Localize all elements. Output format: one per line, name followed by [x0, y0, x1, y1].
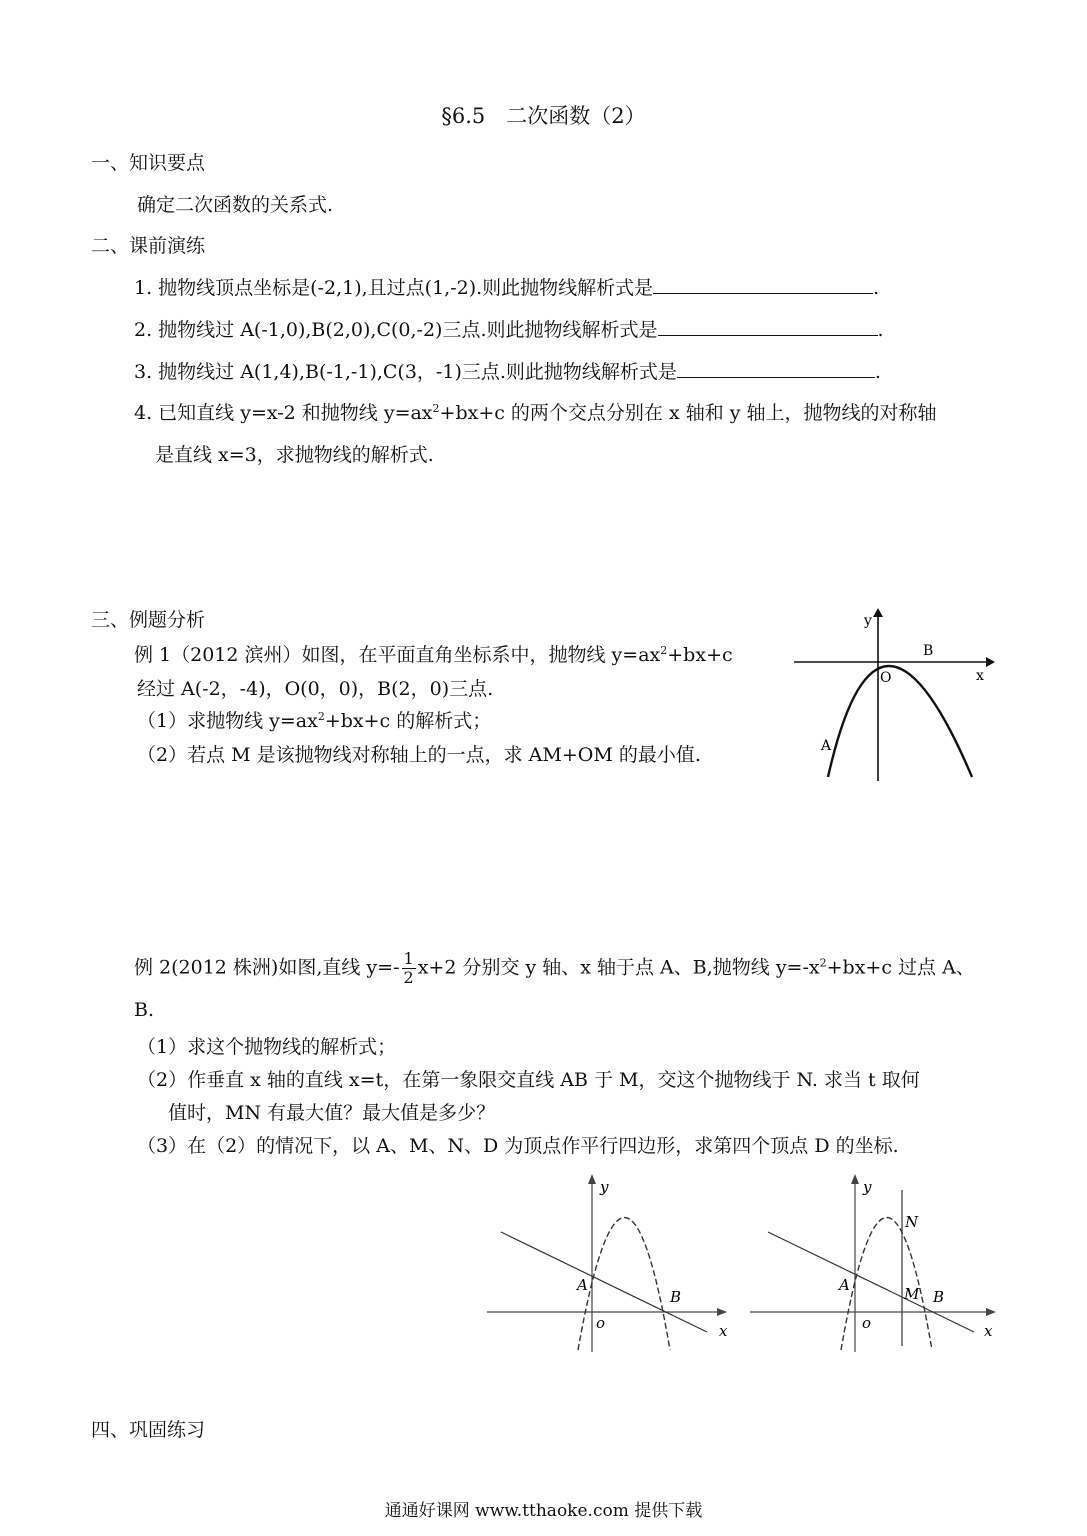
example-2-text-a: 例 2(2012 株洲)如图,直线 y=- [134, 956, 400, 979]
example-1-part1 [137, 706, 491, 733]
answer-blank-3[interactable] [677, 359, 875, 378]
section-heading-practice: 二、课前演练 [91, 235, 206, 257]
fig1-label-o: O [880, 670, 892, 686]
fig1-label-a: A [821, 738, 832, 754]
parabola-curve [828, 666, 972, 777]
example-2-line2: B. [134, 999, 155, 1021]
answer-blank-1[interactable] [653, 275, 873, 294]
page-title: §6.5 二次函数（2） [441, 104, 646, 128]
question-2 [134, 315, 884, 342]
example-2-superscript: 2 [819, 956, 827, 970]
answer-blank-2[interactable] [658, 317, 878, 336]
fraction-numerator: 1 [403, 949, 414, 968]
y-axis-arrow-icon [588, 1174, 596, 1184]
question-4-text-a: 4. 已知直线 y=x-2 和抛物线 y=ax [134, 402, 433, 424]
fig2-label-x: x [719, 1322, 728, 1340]
question-2-period: . [877, 319, 884, 341]
example-2-text-c: +bx+c 过点 A、 [826, 956, 975, 979]
question-2-text: 2. 抛物线过 A(-1,0),B(2,0),C(0,-2)三点.则此抛物线解析式是 [134, 319, 658, 341]
figure-example-1 [790, 605, 995, 785]
example-2-part1: （1）求这个抛物线的解析式； [137, 1036, 397, 1058]
example-2-line1 [134, 950, 975, 987]
example-2-part2-line2: 值时，MN 有最大值？最大值是多少？ [168, 1102, 496, 1124]
section-heading-exercises: 四、巩固练习 [91, 1419, 206, 1441]
example-1-line2: 经过 A(-2，-4)，O(0，0)，B(2，0)三点. [137, 678, 494, 700]
example-1-part1-text-a: （1）求抛物线 y=ax [137, 710, 318, 732]
fig3-label-n: N [905, 1213, 919, 1231]
example-1-part2: （2）若点 M 是该抛物线对称轴上的一点，求 AM+OM 的最小值. [137, 744, 701, 766]
fig1-label-b: B [923, 643, 934, 659]
page-footer: 通通好课网 www.tthaoke.com 提供下载 [384, 1501, 703, 1521]
example-1-superscript: 2 [660, 644, 668, 657]
fig3-label-b: B [933, 1288, 945, 1306]
fig3-label-x: x [984, 1322, 993, 1340]
question-1 [134, 273, 879, 300]
fig2-label-y: y [600, 1178, 609, 1196]
question-1-period: . [873, 277, 880, 299]
x-axis-arrow-icon [717, 1308, 727, 1316]
example-2-text-b: x+2 分别交 y 轴、x 轴于点 A、B,抛物线 y=-x [417, 956, 820, 979]
fraction-denominator: 2 [403, 968, 414, 987]
knowledge-content: 确定二次函数的关系式. [137, 194, 334, 216]
y-axis-arrow-icon [851, 1174, 859, 1184]
example-2-part2-line1: （2）作垂直 x 轴的直线 x=t，在第一象限交直线 AB 于 M，交这个抛物线于 N. 求当 t 取何 [137, 1069, 920, 1091]
section-heading-knowledge: 一、知识要点 [91, 152, 206, 174]
fig3-label-a: A [839, 1276, 850, 1294]
fig3-label-m: M [904, 1285, 920, 1303]
figure-example-2-left [485, 1170, 735, 1355]
example-1-part1-text-b: +bx+c 的解析式； [324, 710, 492, 732]
question-3-period: . [874, 361, 881, 383]
example-2-part3: （3）在（2）的情况下，以 A、M、N、D 为顶点作平行四边形，求第四个顶点 D 的坐标. [137, 1135, 899, 1157]
fig3-label-o: o [862, 1314, 872, 1332]
example-1-text-a: 例 1（2012 滨州）如图，在平面直角坐标系中，抛物线 y=ax [134, 644, 661, 666]
question-4-superscript: 2 [432, 402, 440, 415]
question-4-line2: 是直线 x=3，求抛物线的解析式. [155, 444, 434, 466]
question-3-text: 3. 抛物线过 A(1,4),B(-1,-1),C(3，-1)三点.则此抛物线解析式是 [134, 361, 677, 383]
example-1-text-b: +bx+c [667, 644, 733, 666]
question-3 [134, 357, 881, 384]
example-1-line1 [134, 640, 733, 667]
fig1-label-y: y [864, 613, 872, 629]
figure-example-2-right [748, 1170, 998, 1355]
fraction-one-half [402, 950, 416, 987]
question-4 [134, 398, 937, 425]
section-heading-examples: 三、例题分析 [91, 609, 206, 631]
y-axis-arrow-icon [873, 608, 883, 617]
x-axis-arrow-icon [986, 657, 995, 667]
question-4-text-b: +bx+c 的两个交点分别在 x 轴和 y 轴上，抛物线的对称轴 [439, 402, 937, 424]
fig2-label-a: A [577, 1276, 588, 1294]
fig3-label-y: y [863, 1178, 872, 1196]
fig2-label-b: B [670, 1288, 682, 1306]
x-axis-arrow-icon [986, 1308, 996, 1316]
question-1-text: 1. 抛物线顶点坐标是(-2,1),且过点(1,-2).则此抛物线解析式是 [134, 277, 654, 299]
fig2-label-o: o [596, 1314, 606, 1332]
example-1-part1-superscript: 2 [317, 710, 325, 723]
fig1-label-x: x [976, 668, 984, 684]
